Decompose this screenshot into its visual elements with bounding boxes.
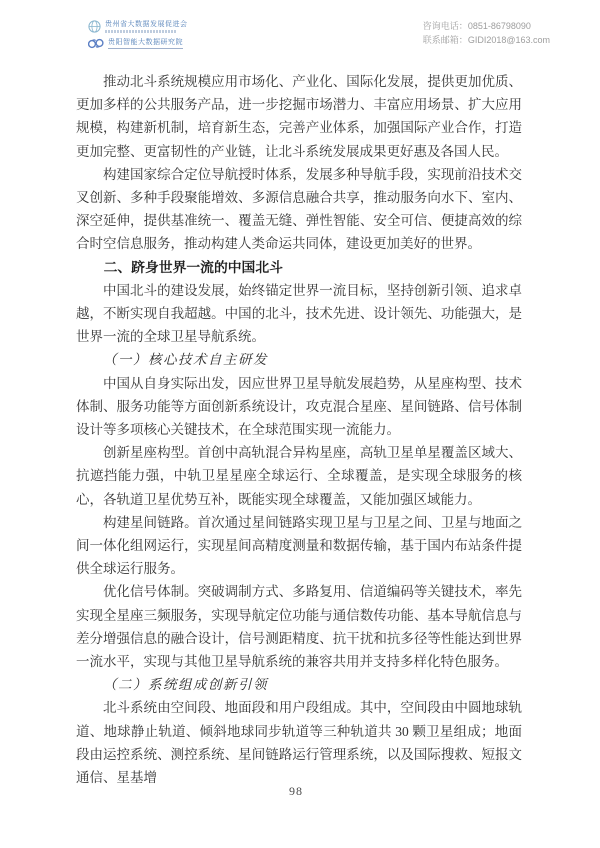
contact-email [423,34,550,46]
paragraph: 构建星间链路。首次通过星间链路实现卫星与卫星之间、卫星与地面之间一体化组网运行，实现星间高精度测量和数据传输，基于国内布站条件提供全球运行服务。 [76,514,522,577]
page-number: 98 [289,784,303,798]
globe-logo-icon [88,20,101,33]
contact-email-value: GIDI2018@163.com [467,35,550,45]
association-logo-text [105,21,188,33]
contact-phone-value: 0851-86798090 [467,21,531,31]
logo-block [88,20,188,49]
paragraph: 北斗系统由空间段、地面段和用户段组成。其中，空间段由中圆地球轨道、地球静止轨道、倾斜地球同步轨道等三种轨道共 30 颗卫星组成；地面段由运控系统、测控系统、星间链路运行管理系统，以及国际搜救、短报文通信、星基增 [76,700,522,786]
page-header [88,20,550,49]
contact-info [423,20,550,46]
association-logo-subtitle-line [105,30,177,33]
paragraph: 创新星座构型。首创中高轨混合异构星座，高轨卫星单星覆盖区域大、抗遮挡能力强，中轨卫星星座全球运行、全球覆盖，是实现全球服务的核心，各轨道卫星优势互补，既能实现全球覆盖，又能加强区域能力。 [76,445,522,507]
paragraph: 中国北斗的建设发展，始终锚定世界一流目标，坚持创新引领、追求卓越，不断实现自我超越。中国的北斗，技术先进、设计领先、功能强大，是世界一流的全球卫星导航系统。 [76,282,522,345]
institute-logo-title: 贵阳智能大数据研究院 [108,39,183,49]
association-logo [88,20,188,33]
paragraph: 构建国家综合定位导航授时体系，发展多种导航手段，实现前沿技术交叉创新、多种手段聚能增效、多源信息融合共享，推动服务向水下、室内、深空延伸，提供基准统一、覆盖无缝、弹性智能、安全可信、便捷高效的综合时空信息服务，推动构建人类命运共同体，建设更加美好的世界。 [76,166,522,252]
paragraph: 中国从自身实际出发，因应世界卫星导航发展趋势，从星座构型、技术体制、服务功能等方面创新系统设计，攻克混合星座、星间链路、信号体制设计等多项核心关键技术，在全球范围实现一流能力。 [76,375,522,438]
subsection-heading: （一）核心技术自主研发 [103,352,268,368]
document-body [76,70,522,789]
subsection-heading: （二）系统组成创新引领 [103,677,268,693]
page-footer [0,782,592,800]
gidi-logo-icon [88,38,104,49]
contact-phone [423,20,550,32]
section-heading: 二、跻身世界一流的中国北斗 [103,259,283,275]
paragraph: 优化信号体制。突破调制方式、多路复用、信道编码等关键技术，率先实现全星座三频服务，实现导航定位功能与通信数传功能、基本导航信息与差分增强信息的融合设计，信号测距精度、抗干扰和抗多径等性能达到世界一流水平，实现与其他卫星导航系统的兼容共用并支持多样化特色服务。 [76,584,522,670]
association-logo-title: 贵州省大数据发展促进会 [105,20,188,28]
institute-logo [88,38,188,49]
contact-phone-label: 咨询电话： [422,21,468,31]
institute-logo-text [108,39,183,49]
contact-email-label: 联系邮箱： [422,35,468,45]
paragraph: 推动北斗系统规模应用市场化、产业化、国际化发展，提供更加优质、更加多样的公共服务产品，进一步挖掘市场潜力、丰富应用场景、扩大应用规模，构建新机制，培育新生态，完善产业体系，加强国际产业合作，打造更加完整、更富韧性的产业链，让北斗系统发展成果更好惠及各国人民。 [76,74,522,159]
